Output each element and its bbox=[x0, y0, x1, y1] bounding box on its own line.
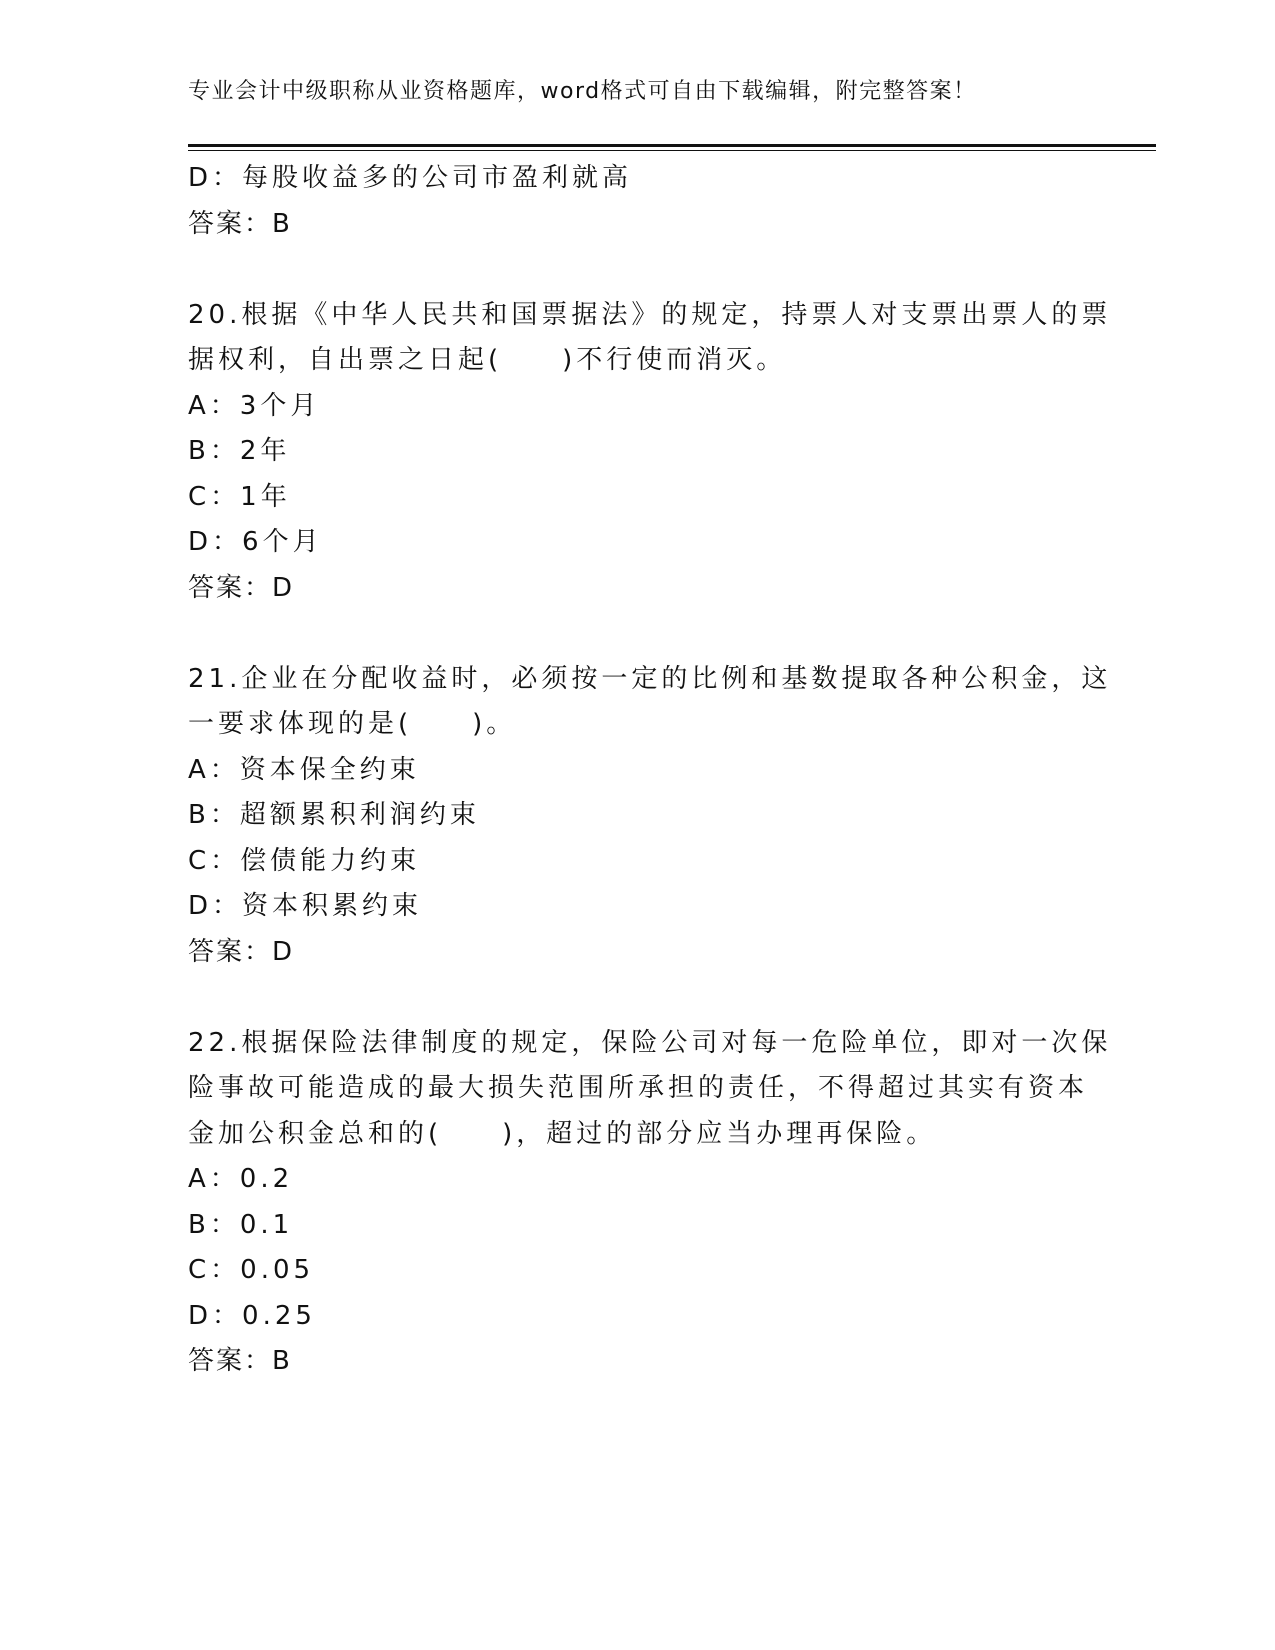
page-header: 专业会计中级职称从业资格题库，word格式可自由下载编辑，附完整答案！ bbox=[188, 79, 977, 104]
question-stem-line: 21.企业在分配收益时，必须按一定的比例和基数提取各种公积金，这 bbox=[188, 663, 1112, 694]
question-stem-line: 金加公积金总和的( )，超过的部分应当办理再保险。 bbox=[188, 1118, 937, 1149]
spacer bbox=[188, 247, 1088, 293]
question-22 bbox=[188, 1021, 1112, 1385]
option-a: A：3个月 bbox=[188, 390, 321, 421]
option-b: B：超额累积利润约束 bbox=[188, 800, 480, 830]
answer: 答案：B bbox=[188, 1346, 292, 1376]
option-d: D：6个月 bbox=[188, 527, 323, 557]
answer: 答案：D bbox=[188, 936, 295, 967]
header-rule-thin bbox=[188, 150, 1156, 151]
question-stem-line: 据权利，自出票之日起( )不行使而消灭。 bbox=[188, 345, 787, 375]
option-c: C：1年 bbox=[188, 481, 291, 512]
question-stem-line: 一要求体现的是( )。 bbox=[188, 709, 517, 739]
option-d: D：资本积累约束 bbox=[188, 891, 423, 921]
spacer bbox=[188, 611, 1088, 657]
answer: 答案：D bbox=[188, 572, 295, 603]
option-a: A：0.2 bbox=[188, 1164, 294, 1194]
header-rule-thick bbox=[188, 144, 1156, 147]
option-c: C：偿债能力约束 bbox=[188, 845, 421, 876]
question-content bbox=[188, 156, 1112, 1385]
option-a: A：资本保全约束 bbox=[188, 754, 420, 785]
option-b: B：2年 bbox=[188, 436, 291, 466]
question-21 bbox=[188, 657, 1112, 976]
question-stem-line: 22.根据保险法律制度的规定，保险公司对每一危险单位，即对一次保 bbox=[188, 1027, 1112, 1058]
option-d: D：每股收益多的公司市盈利就高 bbox=[188, 163, 633, 193]
spacer bbox=[188, 975, 1088, 1021]
question-stem-line: 20.根据《中华人民共和国票据法》的规定，持票人对支票出票人的票 bbox=[188, 299, 1112, 330]
option-b: B：0.1 bbox=[188, 1209, 294, 1240]
question-stem-line: 险事故可能造成的最大损失范围所承担的责任，不得超过其实有资本 bbox=[188, 1073, 1089, 1103]
option-c: C：0.05 bbox=[188, 1255, 315, 1285]
answer: 答案：B bbox=[188, 208, 292, 239]
option-d: D：0.25 bbox=[188, 1300, 316, 1331]
question-20 bbox=[188, 293, 1112, 612]
